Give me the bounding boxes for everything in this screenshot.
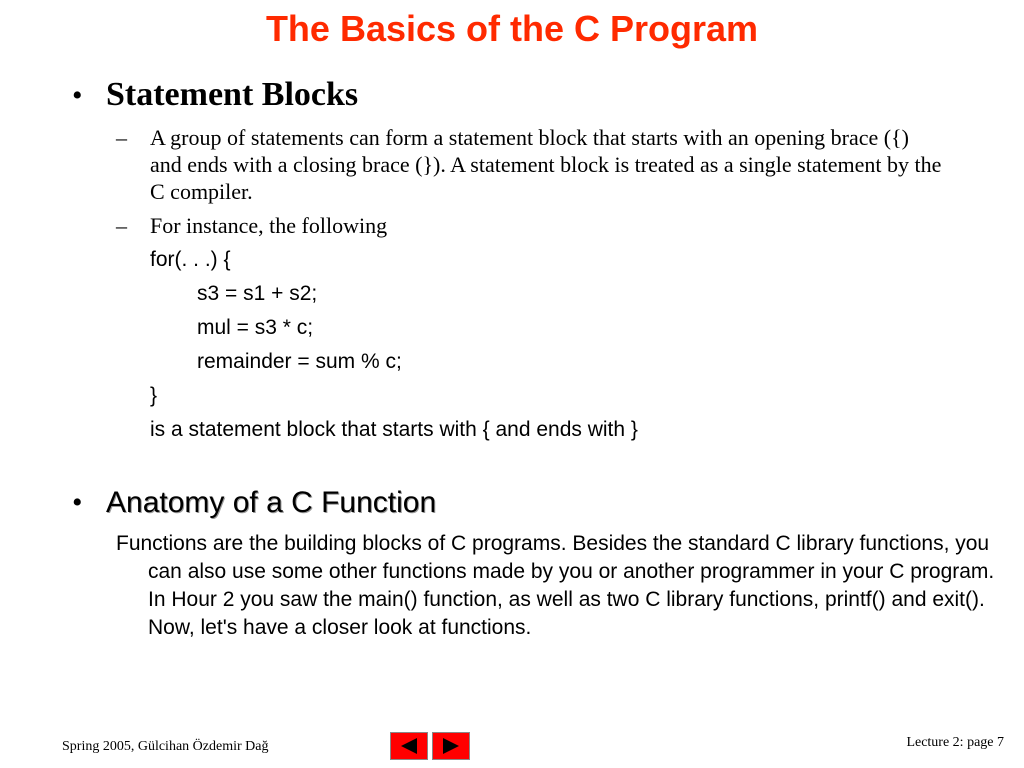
bullet-anatomy (72, 486, 436, 520)
anatomy-paragraph: Functions are the building blocks of C programs. Besides the standard C library functions, you can also use some other functions made by you or another programmer in your C program. In Hour 2 you saw the main() function, as well as two C library functions, printf() and exit(). Now, let's have a closer look at functions. (116, 532, 995, 639)
sub-bullet-text: A group of statements can form a statement block that starts with an opening brace ({) and ends with a closing brace (}). A statement block is treated as a single statement by the C compiler. (150, 125, 942, 204)
sub-bullet-instance (116, 212, 946, 239)
code-line: remainder = sum % c; (197, 350, 402, 373)
sub-bullet-text: For instance, the following (150, 213, 388, 238)
dash-marker: – (116, 213, 127, 238)
code-line: } (150, 384, 158, 407)
arrow-right-icon (439, 736, 463, 756)
footer-credit: Spring 2005, Gülcihan Özdemir Dağ (62, 739, 269, 754)
bullet-marker: • (72, 486, 83, 519)
bullet-statement-blocks (72, 76, 358, 114)
prev-slide-button[interactable] (390, 732, 428, 760)
code-line: mul = s3 * c; (197, 316, 314, 339)
section-heading-anatomy: Anatomy of a C Function (106, 486, 437, 519)
code-line: s3 = s1 + s2; (197, 282, 318, 305)
sub-bullet-definition (116, 124, 946, 205)
footer-page-number: Lecture 2: page 7 (906, 735, 1004, 750)
slide-title: The Basics of the C Program (265, 8, 759, 49)
dash-marker: – (116, 125, 127, 150)
next-slide-button[interactable] (432, 732, 470, 760)
bullet-marker: • (72, 79, 83, 112)
code-line: for(. . .) { (150, 248, 231, 271)
arrow-left-icon (397, 736, 421, 756)
section-heading-statement-blocks: Statement Blocks (106, 76, 359, 113)
code-line: is a statement block that starts with { and ends with } (150, 418, 638, 441)
